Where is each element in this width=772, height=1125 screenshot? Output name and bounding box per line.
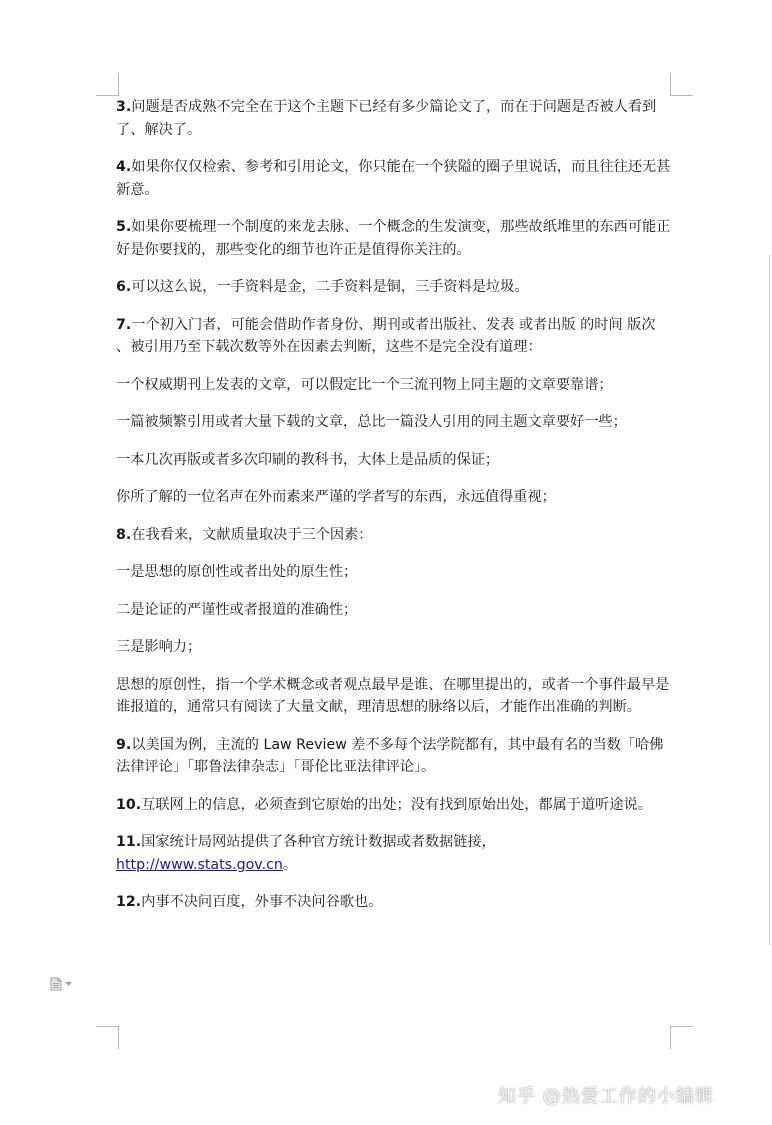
paragraph-text: 二是论证的严谨性或者报道的准确性； [116,601,358,618]
paragraph [116,96,672,141]
document-icon [50,977,62,991]
paragraph [116,276,672,299]
paragraph [116,794,672,817]
paragraph [116,561,672,584]
paragraph-text: 在我看来，文献质量取决于三个因素： [131,526,373,543]
paragraph [116,831,672,876]
paragraph [116,891,672,914]
paragraph-number: 6. [116,279,132,295]
paragraph-text: 你所了解的一位名声在外而素来严谨的学者写的东西，永远值得重视； [116,489,556,505]
paragraph-number: 8. [116,526,132,543]
paragraph-text: 以美国为例，主流的 Law Review 差不多每个法学院都有，其中最有名的当数「哈佛法律评论」「耶鲁法律杂志」「哥伦比亚法律评论」。 [116,736,664,775]
paragraph-text: 如果你仅仅检索、参考和引用论文，你只能在一个狭隘的圈子里说话，而且往往还无甚新意。 [116,159,671,198]
crop-mark-bottom-right [670,1026,693,1049]
paragraph-number: 12. [116,894,142,910]
paragraph-text: 一本几次再版或者多次印刷的教科书，大体上是品质的保证； [116,451,500,468]
paragraph-number: 3. [116,99,132,115]
paragraph-number: 5. [116,219,132,235]
paragraph-text: 互联网上的信息，必须查到它原始的出处；没有找到原始出处，都属于道听途说。 [141,796,652,813]
watermark: 知乎 @热爱工作的小编辑 [498,1086,714,1107]
paragraph-text: 一是思想的原创性或者出处的原生性； [116,564,358,580]
paragraph-text: 三是影响力； [116,639,202,655]
paragraph-number: 4. [116,159,132,175]
stats-link[interactable]: http://www.stats.gov.cn [116,856,283,873]
paragraph-text-suffix: 。 [282,856,298,873]
crop-mark-bottom-left [96,1026,119,1049]
paragraph [116,216,672,261]
paragraph [116,734,672,779]
paragraph-number: 7. [116,316,132,333]
paragraph [116,314,672,359]
crop-mark-top-left [96,73,119,96]
paragraph-text: 如果你要梳理一个制度的来龙去脉、一个概念的生发演变，那些故纸堆里的东西可能正好是你要找的，那些变化的细节也许正是值得你关注的。 [116,219,671,258]
paragraph-text: 一个初入门者，可能会借助作者身份、期刊或者出版社、发表 或者出版 的时间 版次 、被引用乃至下载次数等外在因素去判断，这些不是完全没有道理： [116,316,656,355]
paragraph [116,674,672,719]
paragraph-text: 思想的原创性，指一个学术概念或者观点最早是谁、在哪里提出的，或者一个事件最早是谁报道的，通常只有阅读了大量文献，理清思想的脉络以后，才能作出准确的判断。 [116,676,670,715]
paragraph [116,599,672,622]
paragraph [116,449,672,472]
paragraph-options-button[interactable] [50,977,72,991]
paragraph-text: 问题是否成熟不完全在于这个主题下已经有多少篇论文了，而在于问题是否被人看到了、解决了。 [116,99,657,138]
paragraph-text: 可以这么说，一手资料是金，二手资料是铜，三手资料是垃圾。 [131,279,529,295]
paragraph [116,524,672,547]
paragraph [116,411,672,434]
paragraph [116,156,672,201]
paragraph-number: 10. [116,796,142,813]
paragraph-text: 一个权威期刊上发表的文章，可以假定比一个三流刊物上同主题的文章要靠谱； [116,376,613,393]
paragraph [116,636,672,659]
chevron-down-icon [65,982,72,987]
document-body [116,96,672,929]
page-edge-line [769,255,770,945]
paragraph-text: 一篇被频繁引用或者大量下载的文章，总比一篇没人引用的同主题文章要好一些； [116,414,627,430]
crop-mark-top-right [670,73,693,96]
paragraph [116,374,672,397]
paragraph-text: 内事不决问百度，外事不决问谷歌也。 [141,894,383,910]
paragraph [116,486,672,509]
paragraph-number: 9. [116,736,132,753]
paragraph-number: 11. [116,834,142,850]
paragraph-text: 国家统计局网站提供了各种官方统计数据或者数据链接， [141,834,496,850]
